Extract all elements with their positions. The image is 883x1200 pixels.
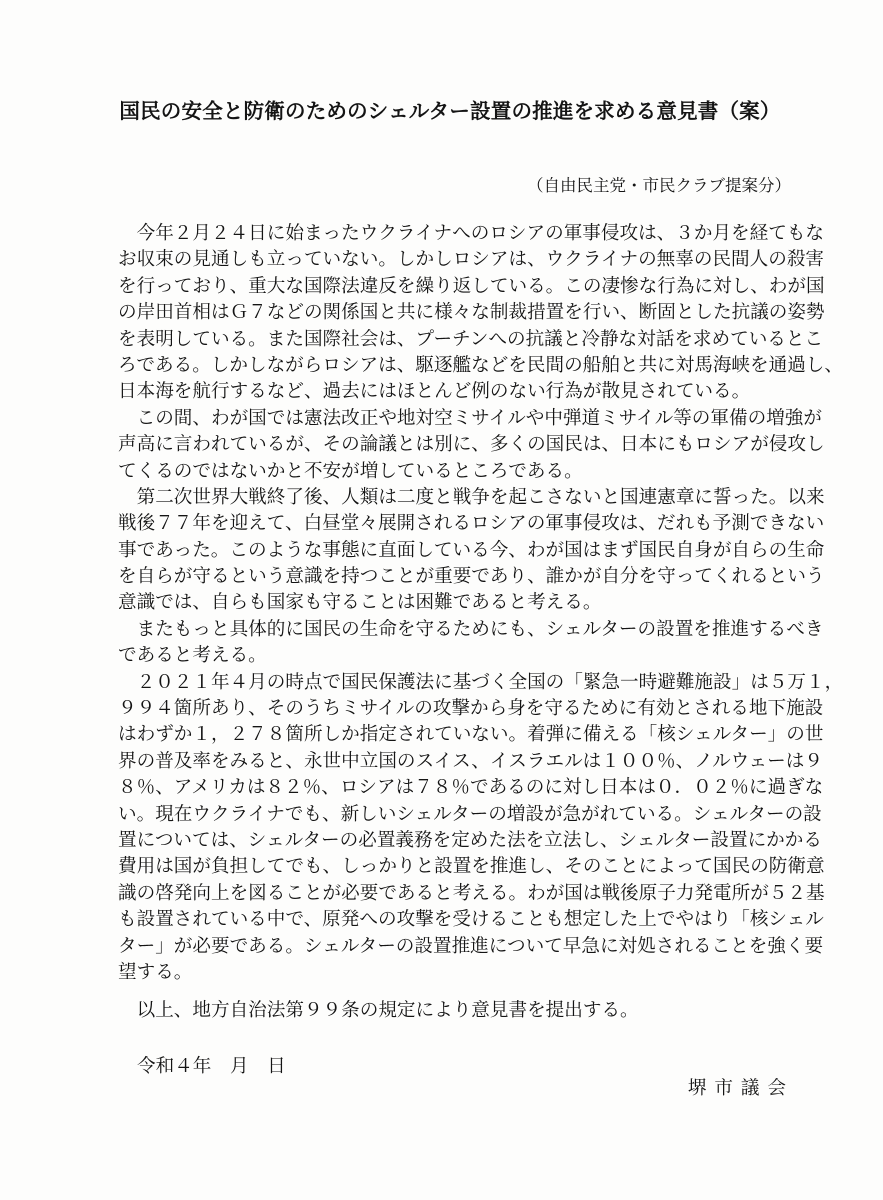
text-line: ９９４箇所あり、そのうちミサイルの攻撃から身を守るために有効とされる地下施設 [118, 698, 824, 720]
text-line: 意識では、自らも国家も守ることは困難であると考える。 [118, 592, 602, 614]
council-signature: 堺 市 議 会 [687, 1078, 787, 1099]
document-title: 国民の安全と防衛のためのシェルター設置の推進を求める意見書（案） [119, 99, 781, 123]
text-line: ター」が必要である。シェルターの設置推進について早急に対処されることを強く要 [118, 935, 824, 957]
text-line: を表明している。また国際社会は、プーチンへの抗議と冷静な対話を求めているとこ [118, 328, 824, 350]
text-line: 戦後７７年を迎えて、白昼堂々展開されるロシアの軍事侵攻は、だれも予測できない [118, 513, 825, 535]
paragraph-2 [118, 406, 825, 485]
text-line: 界の普及率をみると、永世中立国のスイス、イスラエルは１００％、ノルウェーは９ [118, 750, 823, 772]
text-line: てくるのではないかと不安が増しているところである。 [118, 460, 583, 482]
text-line: 声高に言われているが、その論議とは別に、多くの国民は、日本にもロシアが侵攻し [118, 434, 825, 456]
text-line: またもっと具体的に国民の生命を守るためにも、シェルターの設置を推進するべき [118, 618, 824, 640]
text-line: い。現在ウクライナでも、新しいシェルターの増設が急がれている。シェルターの設 [118, 803, 822, 825]
text-line: であると考える。 [118, 645, 267, 667]
text-line: を行っており、重大な国際法違反を繰り返している。この凄惨な行為に対し、わが国 [118, 275, 825, 297]
text-line: 今年２月２４日に始まったウクライナへのロシアの軍事侵攻は、３か月を経てもな [118, 223, 825, 244]
text-line: はわずか１，２７８箇所しか指定されていない。着弾に備える「核シェルター」の世 [118, 724, 824, 746]
text-line: ろである。しかしながらロシアは、駆逐艦などを民間の船舶と共に対馬海峡を通過し、 [118, 354, 843, 376]
paragraph-5 [118, 670, 844, 987]
text-line: ８％、アメリカは８２％、ロシアは７８％であるのに対し日本は０．０２％に過ぎな [118, 777, 824, 799]
text-line: 望する。 [118, 961, 193, 983]
text-line: を自らが守るという意識を持つことが重要であり、誰かが自分を守ってくれるという [118, 566, 825, 588]
text-line: 費用は国が負担してでも、しっかりと設置を推進し、そのことによって国民の防衛意 [118, 856, 825, 878]
document-date: 令和４年 月 日 [137, 1056, 286, 1077]
text-line: 第二次世界大戦終了後、人類は二度と戦争を起こさないと国連憲章に誓った。以来 [118, 486, 825, 508]
text-line: この間、わが国では憲法改正や地対空ミサイルや中弾道ミサイル等の軍備の増強が [118, 407, 822, 429]
text-line: ２０２１年４月の時点で国民保護法に基づく全国の「緊急一時避難施設」は５万１， [118, 671, 844, 693]
text-line: 事であった。このような事態に直面している今、わが国はまず国民自身が自らの生命 [118, 539, 825, 561]
proposer-note: （自由民主党・市民クラブ提案分） [527, 176, 791, 195]
text-line: の岸田首相はＧ７などの関係国と共に様々な制裁措置を行い、断固とした抗議の姿勢 [118, 302, 825, 324]
closing-statement: 以上、地方自治法第９９条の規定により意見書を提出する。 [118, 1000, 639, 1021]
paragraph-3 [118, 485, 825, 617]
text-line: も設置されている中で、原発への攻撃を受けることも想定した上でやはり「核シェル [118, 909, 824, 931]
text-line: お収束の見通しも立っていない。しかしロシアは、ウクライナの無辜の民間人の殺害 [118, 249, 825, 271]
text-line: 識の啓発向上を図ることが必要であると考える。わが国は戦後原子力発電所が５２基 [118, 882, 825, 904]
paragraph-4 [118, 617, 824, 670]
text-line: 置については、シェルターの必置義務を定めた法を立法し、シェルター設置にかかる [118, 829, 822, 851]
paragraph-1 [118, 221, 843, 406]
text-line: 日本海を航行するなど、過去にはほとんど例のない行為が散見されている。 [118, 381, 751, 403]
document-body [118, 221, 844, 986]
